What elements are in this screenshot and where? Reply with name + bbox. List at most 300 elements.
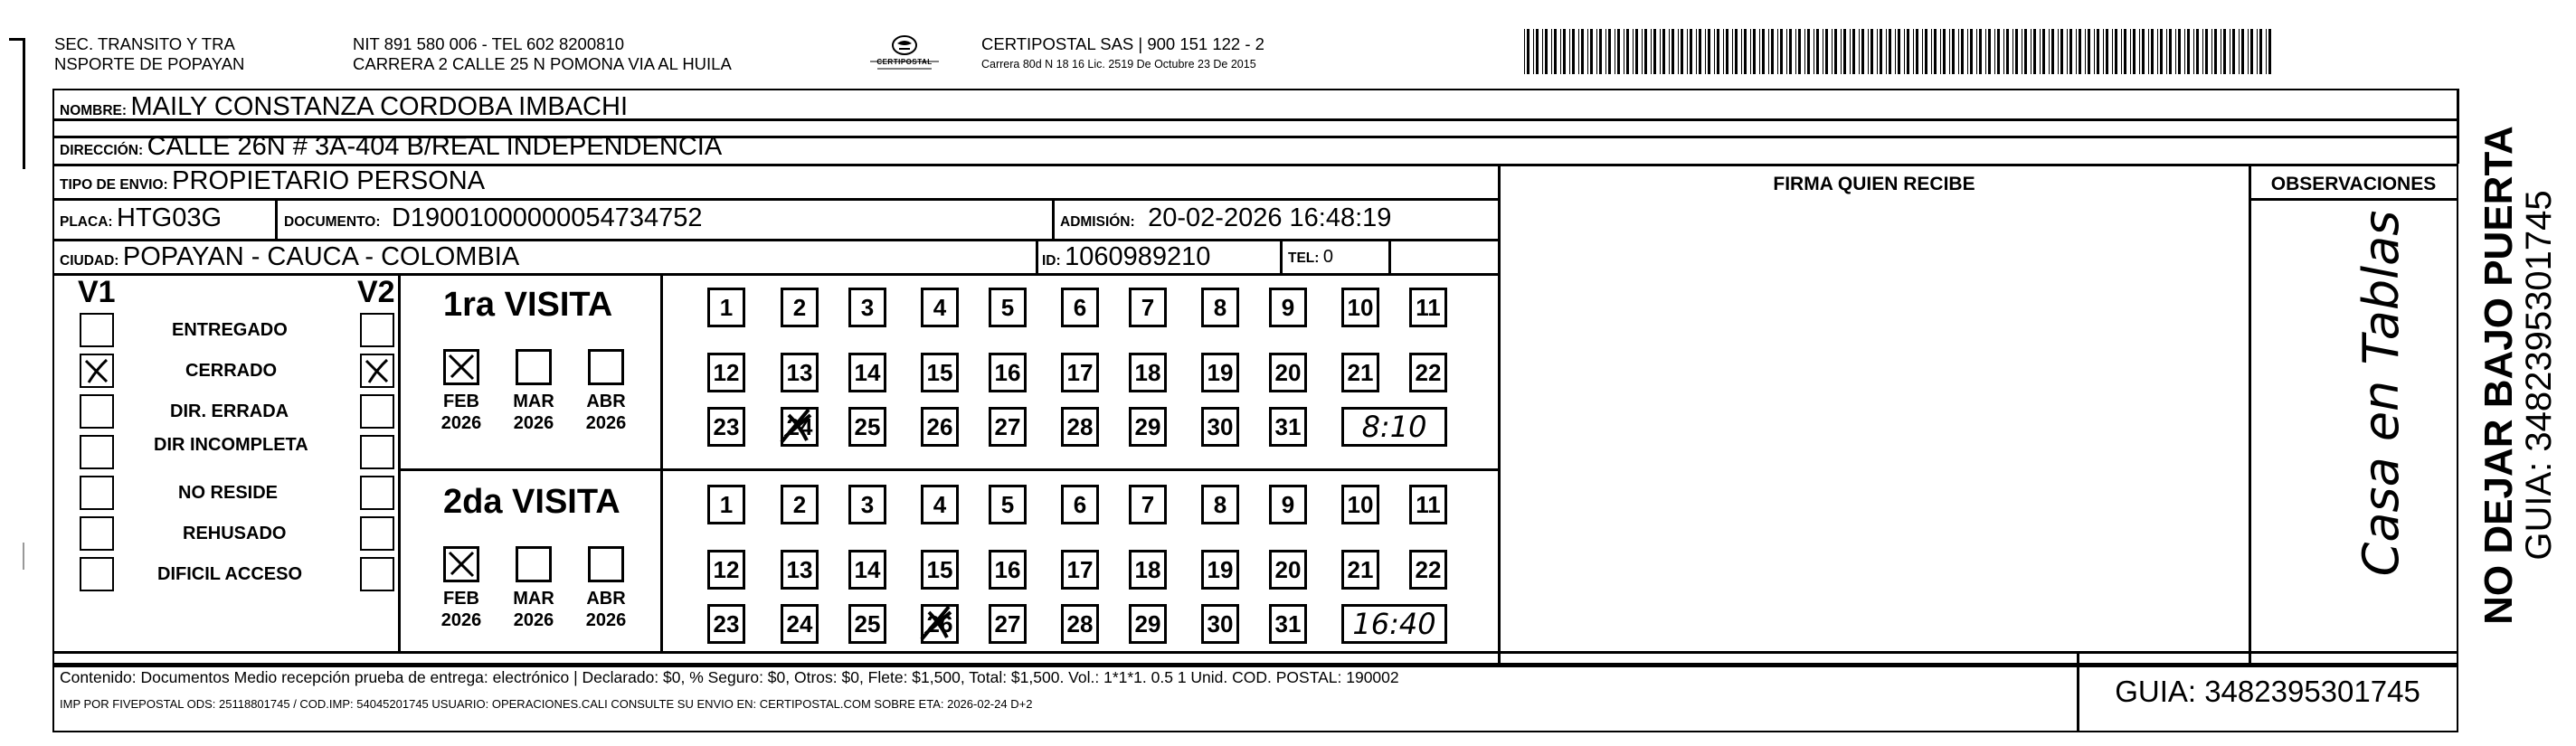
day-cell[interactable]: 23: [707, 407, 745, 447]
month-name: MAR: [513, 589, 554, 609]
barcode-bar: [2196, 29, 2199, 74]
barcode-bar: [2166, 29, 2167, 74]
barcode-bar: [1913, 29, 1914, 74]
barcode-bar: [2024, 29, 2027, 74]
tel-right: [1388, 239, 1391, 273]
barcode-bar: [1870, 29, 1873, 74]
day-cell[interactable]: 12: [707, 353, 745, 392]
barcode-bar: [2202, 29, 2203, 74]
day-cell[interactable]: 30: [1201, 407, 1239, 447]
barcode-bar: [2169, 29, 2172, 74]
barcode-bar: [1705, 29, 1706, 74]
barcode-bar: [1690, 29, 1692, 74]
day-cell[interactable]: 15: [921, 353, 959, 392]
barcode-bar: [2088, 29, 2090, 74]
day-cell[interactable]: 24: [781, 407, 819, 447]
tel-divider: [1280, 239, 1283, 273]
day-cell[interactable]: 13: [781, 550, 819, 590]
status-label: REHUSADO: [183, 524, 287, 543]
day-cell[interactable]: 5: [989, 288, 1027, 327]
barcode-bar: [2257, 29, 2258, 74]
observaciones-note: Casa en Tablas: [2353, 210, 2410, 577]
margin-bracket-tick: [9, 38, 25, 41]
day-cell[interactable]: 14: [848, 353, 886, 392]
nombre-value: MAILY CONSTANZA CORDOBA IMBACHI: [130, 92, 629, 121]
v1-checkbox[interactable]: [80, 394, 114, 429]
barcode-bar: [2211, 29, 2212, 74]
barcode-bar: [2148, 29, 2149, 74]
day-cell[interactable]: 21: [1341, 353, 1379, 392]
barcode-bar: [2094, 29, 2095, 74]
month-name: ABR: [586, 589, 626, 609]
day-cell[interactable]: 5: [989, 485, 1027, 524]
barcode-bar: [1889, 29, 1891, 74]
month-label: [507, 588, 561, 631]
barcode-bar: [2069, 29, 2072, 74]
day-cell[interactable]: 6: [1061, 485, 1099, 524]
barcode-bar: [1660, 29, 1661, 74]
barcode-bar: [1545, 29, 1548, 74]
barcode-bar: [2266, 29, 2267, 74]
v1-checkbox[interactable]: [80, 516, 114, 551]
month-year: 2026: [585, 413, 627, 433]
barcode-bar: [2160, 29, 2163, 74]
day-cell[interactable]: 8: [1201, 288, 1239, 327]
barcode-bar: [1644, 29, 1647, 74]
barcode-bar: [2178, 29, 2181, 74]
day-cell[interactable]: 15: [921, 550, 959, 590]
sender-nit: NIT 891 580 006 - TEL 602 8200810: [353, 34, 625, 53]
visit-title: 2da VISITA: [443, 483, 620, 521]
day-cell[interactable]: 2: [781, 288, 819, 327]
month-name: FEB: [443, 392, 479, 411]
tel-label: TEL:: [1288, 250, 1320, 266]
day-cell[interactable]: 8: [1201, 485, 1239, 524]
barcode-bar: [1750, 29, 1751, 74]
side-guia: GUIA: 3482395301745: [2519, 190, 2559, 561]
day-cell[interactable]: 7: [1129, 288, 1167, 327]
v2-checkbox[interactable]: [360, 516, 394, 551]
barcode-bar: [1762, 29, 1765, 74]
barcode-bar: [1934, 29, 1937, 74]
barcode-bar: [2015, 29, 2018, 74]
day-cell[interactable]: 16: [989, 353, 1027, 392]
barcode-bar: [1569, 29, 1570, 74]
barcode-bar: [1687, 29, 1688, 74]
id-label: ID:: [1042, 253, 1061, 269]
barcode-bar: [1907, 29, 1909, 74]
ciudad-label: CIUDAD:: [60, 253, 119, 269]
barcode-bar: [2205, 29, 2208, 74]
barcode-bar: [1696, 29, 1697, 74]
day-cell[interactable]: 1: [707, 288, 745, 327]
barcode-bar: [1841, 29, 1842, 74]
ciudad-value: POPAYAN - CAUCA - COLOMBIA: [122, 242, 520, 271]
day-cell[interactable]: 28: [1061, 604, 1099, 644]
day-cell[interactable]: 21: [1341, 550, 1379, 590]
barcode-bar: [1958, 29, 1959, 74]
barcode-bar: [1735, 29, 1738, 74]
barcode-bar: [1786, 29, 1787, 74]
day-cell[interactable]: 20: [1269, 353, 1307, 392]
barcode: [1524, 29, 2277, 74]
barcode-bar: [1753, 29, 1756, 74]
v1-checkbox[interactable]: [80, 435, 114, 469]
day-cell[interactable]: 10: [1341, 288, 1379, 327]
barcode-bar: [1997, 29, 2000, 74]
placa-label: PLACA:: [60, 214, 113, 230]
courier-name: CERTIPOSTAL SAS | 900 151 122 - 2: [981, 34, 1264, 53]
barcode-bar: [1943, 29, 1946, 74]
barcode-bar: [1816, 29, 1819, 74]
barcode-bar: [1527, 29, 1530, 74]
placa-divider: [275, 198, 278, 239]
month-year: 2026: [513, 413, 554, 433]
day-cell[interactable]: 13: [781, 353, 819, 392]
barcode-bar: [2130, 29, 2131, 74]
day-cell[interactable]: 3: [848, 485, 886, 524]
status-label: DIR INCOMPLETA: [154, 435, 308, 455]
barcode-bar: [1633, 29, 1634, 74]
barcode-bar: [1723, 29, 1724, 74]
courier-info: [981, 34, 1264, 74]
barcode-bar: [1699, 29, 1701, 74]
day-cell[interactable]: 26: [921, 407, 959, 447]
barcode-bar: [1533, 29, 1534, 74]
day-cell[interactable]: 14: [848, 550, 886, 590]
v2-checkbox[interactable]: [360, 557, 394, 591]
v1-label: V1: [78, 275, 116, 309]
barcode-bar: [2112, 29, 2113, 74]
barcode-bar: [1877, 29, 1878, 74]
row-divider: [2250, 198, 2458, 201]
day-cell[interactable]: 26: [921, 604, 959, 644]
barcode-bar: [2040, 29, 2041, 74]
barcode-bar: [1979, 29, 1982, 74]
barcode-bar: [1678, 29, 1679, 74]
ciudad-field: [60, 244, 519, 270]
barcode-bar: [1605, 29, 1606, 74]
barcode-bar: [1732, 29, 1733, 74]
barcode-bar: [2133, 29, 2136, 74]
day-cell[interactable]: 17: [1061, 353, 1099, 392]
day-cell[interactable]: 10: [1341, 485, 1379, 524]
observaciones-header: OBSERVACIONES: [2270, 174, 2437, 194]
v1-checkbox[interactable]: [80, 354, 114, 388]
barcode-bar: [1653, 29, 1656, 74]
day-cell[interactable]: 19: [1201, 550, 1239, 590]
barcode-bar: [2241, 29, 2244, 74]
barcode-bar: [1780, 29, 1783, 74]
barcode-bar: [2042, 29, 2045, 74]
barcode-bar: [1551, 29, 1552, 74]
barcode-bar: [1759, 29, 1760, 74]
barcode-bar: [1708, 29, 1710, 74]
admision-field: [1060, 205, 1391, 231]
barcode-bar: [2058, 29, 2059, 74]
month-name: ABR: [586, 392, 626, 411]
status-label: ENTREGADO: [172, 320, 288, 340]
v2-checkbox[interactable]: [360, 435, 394, 469]
barcode-bar: [2259, 29, 2262, 74]
v1-checkbox[interactable]: [80, 476, 114, 510]
barcode-bar: [2006, 29, 2009, 74]
month-year: 2026: [440, 413, 482, 433]
barcode-bar: [2076, 29, 2077, 74]
barcode-bar: [2175, 29, 2176, 74]
barcode-bar: [1672, 29, 1674, 74]
row-divider: [52, 239, 1500, 241]
nombre-label: NOMBRE:: [60, 103, 128, 118]
barcode-bar: [2049, 29, 2050, 74]
barcode-bar: [1741, 29, 1742, 74]
admision-value: 20-02-2026 16:48:19: [1148, 203, 1392, 232]
month-checkbox[interactable]: [443, 349, 479, 385]
col-firma-left: [1498, 164, 1501, 665]
month-checkbox[interactable]: [588, 546, 624, 582]
documento-label: DOCUMENTO:: [284, 214, 381, 230]
barcode-bar: [1976, 29, 1977, 74]
status-label: DIR. ERRADA: [170, 401, 289, 421]
barcode-bar: [2115, 29, 2117, 74]
barcode-bar: [1922, 29, 1923, 74]
barcode-bar: [1961, 29, 1964, 74]
barcode-bar: [2223, 29, 2226, 74]
barcode-bar: [1834, 29, 1837, 74]
barcode-bar: [2250, 29, 2253, 74]
documento-value: D19001000000054734752: [391, 203, 703, 232]
company-name: [54, 34, 244, 74]
barcode-bar: [1852, 29, 1855, 74]
direccion-label: DIRECCIÓN:: [60, 143, 144, 158]
sender-address: CARRERA 2 CALLE 25 N POMONA VIA AL HUILA: [353, 54, 732, 73]
admision-divider: [1052, 198, 1055, 239]
footer-contenido: Contenido: Documentos Medio recepción prueba de entrega: electrónico | Declarado: $0, % Seguro: $0, Otros: $0, Flete: $1,500, Total: $1,500. Vol.: 1*1*1. 0.5 1 Unid. COD. POSTAL: 190002: [60, 668, 1399, 686]
barcode-bar: [1714, 29, 1715, 74]
direccion-value: CALLE 26N # 3A-404 B/REAL INDEPENDENCIA: [147, 132, 723, 161]
barcode-bar: [1916, 29, 1918, 74]
status-label: DIFICIL ACCESO: [157, 564, 303, 584]
row-divider: [52, 198, 1500, 201]
visit-time: 8:10: [1341, 407, 1447, 447]
barcode-bar: [1880, 29, 1882, 74]
barcode-bar: [1536, 29, 1539, 74]
barcode-bar: [2139, 29, 2140, 74]
col-rightmost: [2457, 89, 2459, 164]
day-cell[interactable]: 24: [781, 604, 819, 644]
day-cell[interactable]: 4: [921, 288, 959, 327]
tipo-value: PROPIETARIO PERSONA: [172, 166, 486, 195]
barcode-bar: [1563, 29, 1566, 74]
month-label: [579, 391, 633, 434]
day-cell[interactable]: 22: [1409, 353, 1447, 392]
day-cell[interactable]: 12: [707, 550, 745, 590]
day-cell[interactable]: 11: [1409, 485, 1447, 524]
tipo-label: TIPO DE ENVIO:: [60, 177, 168, 193]
day-cell[interactable]: 2: [781, 485, 819, 524]
barcode-bar: [1970, 29, 1973, 74]
footer-imp: IMP POR FIVEPOSTAL ODS: 25118801745 / COD.IMP: 54045201745 USUARIO: OPERACIONES.CALI CONSULTE SU ENVIO EN: CERTIPOSTAL.COM SOBRE ETA: 2026-02-24 D+2: [60, 697, 1033, 711]
v2-checkbox[interactable]: [360, 313, 394, 347]
v2-checkbox[interactable]: [360, 394, 394, 429]
barcode-bar: [2033, 29, 2036, 74]
firma-header: FIRMA QUIEN RECIBE: [1773, 174, 1975, 194]
barcode-bar: [2003, 29, 2004, 74]
day-cell[interactable]: 9: [1269, 288, 1307, 327]
month-checkbox[interactable]: [516, 349, 552, 385]
barcode-bar: [2097, 29, 2099, 74]
row-divider: [52, 273, 1500, 276]
month-checkbox[interactable]: [516, 546, 552, 582]
day-cell[interactable]: 31: [1269, 407, 1307, 447]
day-cell[interactable]: 16: [989, 550, 1027, 590]
day-cell[interactable]: 4: [921, 485, 959, 524]
day-cell[interactable]: 20: [1269, 550, 1307, 590]
barcode-bar: [1988, 29, 1991, 74]
month-checkbox[interactable]: [443, 546, 479, 582]
v1-checkbox[interactable]: [80, 557, 114, 591]
margin-bracket: [23, 38, 25, 169]
month-label: [434, 588, 488, 631]
status-label: CERRADO: [185, 361, 278, 381]
barcode-bar: [1861, 29, 1864, 74]
v1-checkbox[interactable]: [80, 313, 114, 347]
barcode-bar: [2121, 29, 2122, 74]
day-cell[interactable]: 17: [1061, 550, 1099, 590]
v2-checkbox[interactable]: [360, 354, 394, 388]
col-obs-left: [2249, 164, 2251, 665]
barcode-bar: [2214, 29, 2217, 74]
placa-field: [60, 205, 222, 231]
barcode-bar: [1798, 29, 1801, 74]
barcode-bar: [1804, 29, 1805, 74]
day-cell[interactable]: 27: [989, 407, 1027, 447]
day-cell[interactable]: 7: [1129, 485, 1167, 524]
company-line-2: NSPORTE DE POPAYAN: [54, 54, 245, 73]
barcode-bar: [1626, 29, 1629, 74]
barcode-bar: [1952, 29, 1955, 74]
certipostal-logo: [868, 33, 941, 76]
day-cell[interactable]: 6: [1061, 288, 1099, 327]
tel-field: [1288, 248, 1333, 266]
barcode-bar: [1608, 29, 1611, 74]
barcode-bar: [1931, 29, 1932, 74]
barcode-bar: [2124, 29, 2126, 74]
day-cell[interactable]: 29: [1129, 407, 1167, 447]
barcode-bar: [1596, 29, 1597, 74]
barcode-bar: [1635, 29, 1638, 74]
month-name: FEB: [443, 589, 479, 609]
id-value: 1060989210: [1065, 242, 1211, 271]
day-cell[interactable]: 25: [848, 407, 886, 447]
month-checkbox[interactable]: [588, 349, 624, 385]
day-cell[interactable]: 1: [707, 485, 745, 524]
day-cell[interactable]: 25: [848, 604, 886, 644]
barcode-bar: [2268, 29, 2271, 74]
documento-field: [284, 205, 702, 231]
barcode-bar: [2248, 29, 2249, 74]
day-cell[interactable]: 23: [707, 604, 745, 644]
margin-mark: [23, 543, 24, 570]
barcode-bar: [1554, 29, 1557, 74]
day-cell[interactable]: 22: [1409, 550, 1447, 590]
company-line-1: SEC. TRANSITO Y TRA: [54, 34, 235, 53]
side-warning: NO DEJAR BAJO PUERTA: [2477, 126, 2521, 625]
barcode-bar: [1768, 29, 1769, 74]
day-cell[interactable]: 30: [1201, 604, 1239, 644]
barcode-bar: [1795, 29, 1796, 74]
barcode-bar: [1578, 29, 1579, 74]
month-label: [434, 391, 488, 434]
barcode-bar: [2187, 29, 2190, 74]
barcode-bar: [1895, 29, 1896, 74]
day-cell[interactable]: 11: [1409, 288, 1447, 327]
month-label: [507, 391, 561, 434]
day-cell[interactable]: 27: [989, 604, 1027, 644]
barcode-bar: [1949, 29, 1950, 74]
day-cell[interactable]: 9: [1269, 485, 1307, 524]
nombre-row: [60, 94, 628, 120]
sender-info: [353, 34, 732, 74]
barcode-bar: [1967, 29, 1968, 74]
barcode-bar: [1599, 29, 1602, 74]
barcode-bar: [1940, 29, 1941, 74]
barcode-bar: [2106, 29, 2108, 74]
barcode-bar: [1771, 29, 1774, 74]
barcode-bar: [2151, 29, 2154, 74]
barcode-bar: [1587, 29, 1588, 74]
barcode-bar: [1789, 29, 1792, 74]
day-cell[interactable]: 31: [1269, 604, 1307, 644]
barcode-bar: [2142, 29, 2145, 74]
barcode-bar: [1669, 29, 1670, 74]
barcode-bar: [1524, 29, 1525, 74]
footer-guia: GUIA: 3482395301745: [2115, 675, 2420, 708]
barcode-bar: [1825, 29, 1828, 74]
tipo-row: [60, 168, 485, 194]
visit-time: 16:40: [1341, 604, 1447, 644]
barcode-bar: [1681, 29, 1683, 74]
barcode-bar: [1832, 29, 1833, 74]
barcode-bar: [2157, 29, 2158, 74]
barcode-bar: [1904, 29, 1905, 74]
status-right-border: [398, 273, 401, 651]
barcode-bar: [1843, 29, 1846, 74]
barcode-bar: [2232, 29, 2235, 74]
id-field: [1042, 244, 1210, 270]
barcode-bar: [1662, 29, 1665, 74]
placa-value: HTG03G: [117, 203, 223, 232]
status-label: NO RESIDE: [178, 483, 279, 503]
barcode-bar: [1642, 29, 1643, 74]
barcode-bar: [2067, 29, 2068, 74]
logo-text: CERTIPOSTAL: [876, 58, 933, 66]
barcode-bar: [1572, 29, 1575, 74]
month-year: 2026: [513, 610, 554, 630]
day-cell[interactable]: 19: [1201, 353, 1239, 392]
barcode-bar: [1868, 29, 1869, 74]
barcode-bar: [1898, 29, 1900, 74]
day-cell[interactable]: 18: [1129, 550, 1167, 590]
month-label: [579, 588, 633, 631]
barcode-bar: [1807, 29, 1810, 74]
v2-checkbox[interactable]: [360, 476, 394, 510]
day-cell[interactable]: 29: [1129, 604, 1167, 644]
barcode-bar: [2184, 29, 2185, 74]
day-cell[interactable]: 28: [1061, 407, 1099, 447]
day-cell[interactable]: 18: [1129, 353, 1167, 392]
day-cell[interactable]: 3: [848, 288, 886, 327]
